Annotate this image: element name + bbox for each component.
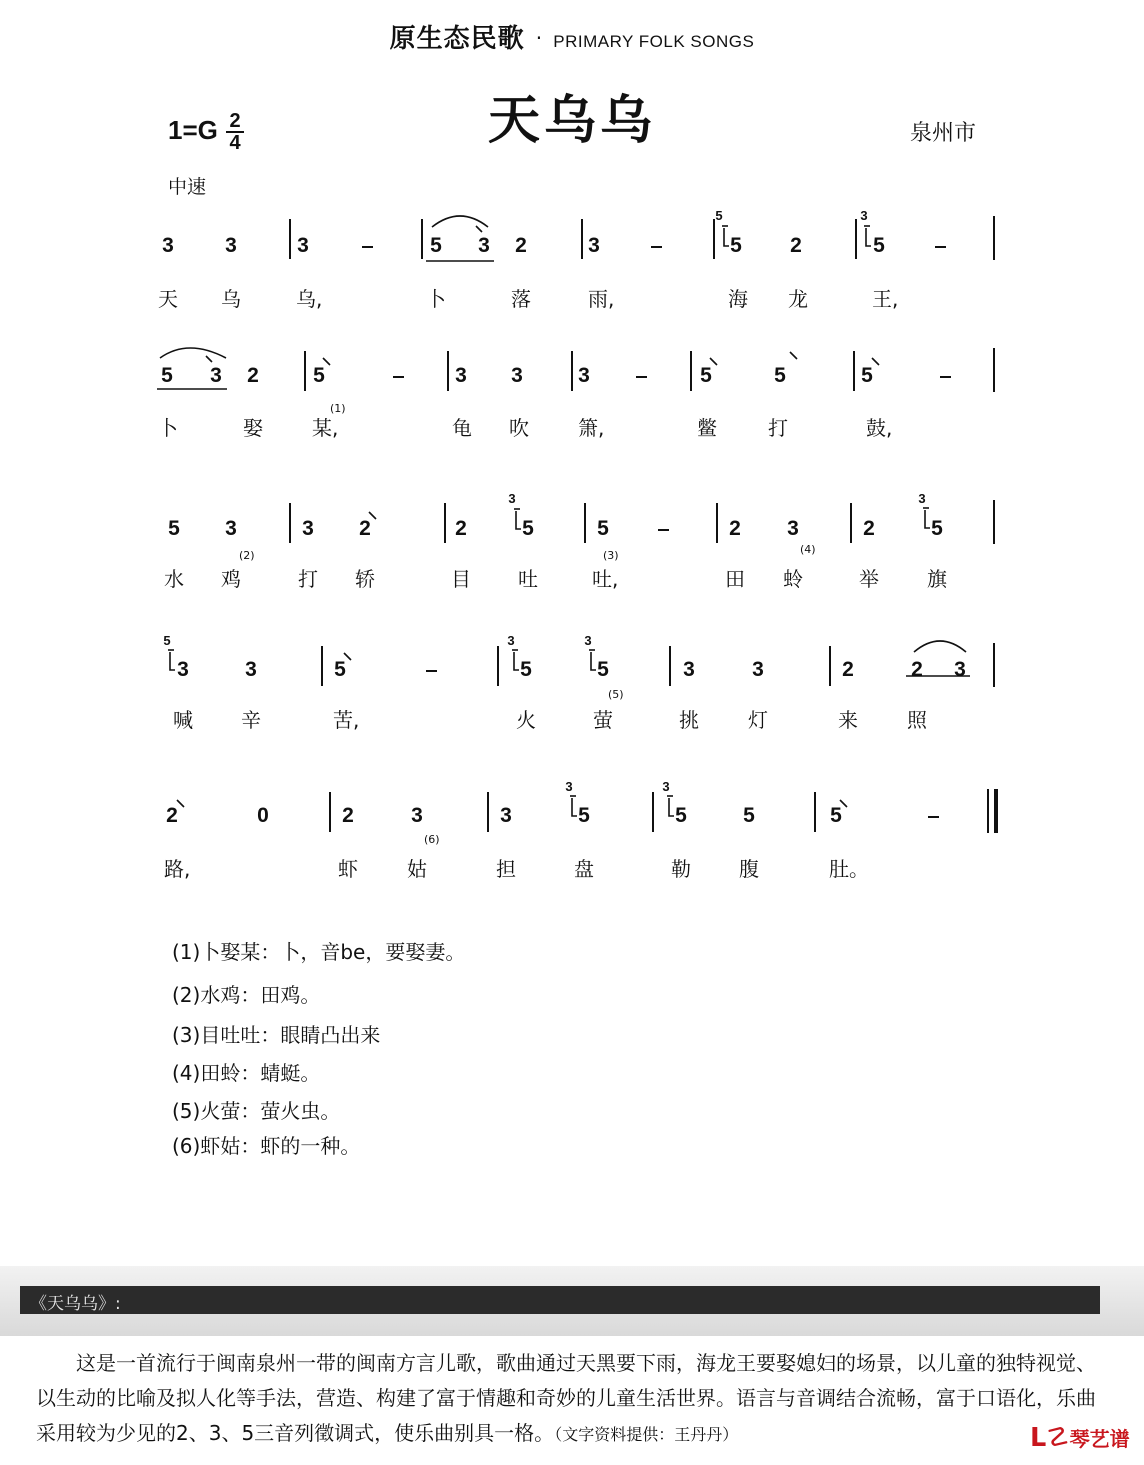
note: 5 (334, 658, 346, 681)
footnote-5: (5)火萤：萤火虫。 (172, 1099, 341, 1123)
note: 2 (729, 517, 741, 540)
note: 5 (597, 517, 609, 540)
note: 0 (257, 804, 269, 827)
lyric: 海 (728, 287, 748, 311)
note: 2 (911, 658, 923, 681)
slur (432, 216, 488, 227)
lyric: 乌, (296, 287, 323, 311)
grace-note: 3 (584, 633, 592, 648)
note: 3 (162, 234, 174, 257)
header-separator: · (535, 26, 543, 50)
note: 3 (455, 364, 467, 387)
ornament-tick (790, 352, 797, 359)
grace-note: 3 (662, 779, 670, 794)
song-region: 泉州市 (910, 121, 977, 146)
logo-text: 琴艺谱 (1069, 1427, 1130, 1451)
note: 3 (500, 804, 512, 827)
ornament-tick (369, 512, 376, 519)
lyric: 娶 (243, 416, 263, 440)
note: 3 (683, 658, 695, 681)
note: 5 (830, 804, 842, 827)
lyric: 勒 (671, 857, 691, 881)
lyric: 田 (725, 567, 745, 591)
footnote-ref: (1) (330, 402, 346, 415)
series-title-cn: 原生态民歌 (389, 24, 525, 54)
lyric: 雨, (588, 287, 615, 311)
note: 2 (863, 517, 875, 540)
lyric: 吐, (592, 567, 619, 591)
time-top: 2 (229, 110, 241, 132)
grace-hook (591, 652, 596, 670)
grace-hook (170, 652, 175, 670)
note: 5 (168, 517, 180, 540)
note: 5 (597, 658, 609, 681)
lyric: 蛉 (783, 567, 803, 591)
slur (160, 348, 226, 358)
site-logo (1030, 1423, 1130, 1453)
footnote-ref: (3) (603, 549, 619, 562)
lyric: 轿 (355, 567, 375, 591)
note: 2 (166, 804, 178, 827)
lyric: 盘 (574, 857, 594, 881)
description-body: 这是一首流行于闽南泉州一带的闽南方言儿歌，歌曲通过天黑要下雨，海龙王要娶媳妇的场景，以儿童的独特视觉、以生动的比喻及拟人化等手法，营造、构建了富于情趣和奇妙的儿童生活世界。语言与音调结合流畅，富于口语化，乐曲采用较为少见的2、3、5三音列徵调式，使乐曲别具一格。 (36, 1351, 1096, 1445)
ornament-tick (710, 358, 717, 365)
grace-hook (925, 510, 930, 528)
lyric: 路, (164, 857, 191, 881)
lyric: 火 (516, 708, 536, 732)
lyric: 水 (164, 567, 184, 591)
song-title: 天乌乌 (487, 91, 656, 151)
lyric: 灯 (748, 708, 768, 732)
footnote-ref: (6) (424, 833, 440, 846)
grace-hook (669, 798, 674, 816)
note: 3 (752, 658, 764, 681)
lyric: 肚。 (829, 857, 869, 881)
note: 5 (578, 804, 590, 827)
note: 5 (861, 364, 873, 387)
note: 5 (873, 234, 885, 257)
note: 5 (430, 234, 442, 257)
note: 3 (225, 234, 237, 257)
footnote-3: (3)目吐吐：眼睛凸出来 (172, 1023, 381, 1047)
series-title-en: PRIMARY FOLK SONGS (553, 32, 755, 51)
description-credit: （文字资料提供：王丹丹） (554, 1425, 739, 1444)
note: 3 (210, 364, 222, 387)
ornament-tick (476, 226, 482, 232)
lyric: 落 (511, 287, 531, 311)
note: 5 (522, 517, 534, 540)
lyric: 目 (451, 567, 471, 591)
grace-hook (866, 228, 871, 246)
note: 2 (790, 234, 802, 257)
footnote-4: (4)田蛉：蜻蜓。 (172, 1061, 321, 1085)
footnote-1: (1)卜娶某：卜，音be，要娶妻。 (172, 940, 466, 964)
lyric: 挑 (679, 708, 699, 732)
note: 3 (411, 804, 423, 827)
lyric: 卜 (158, 416, 178, 440)
grace-hook (516, 511, 521, 529)
lyric: 腹 (739, 857, 759, 881)
note: 3 (245, 658, 257, 681)
lyric: 姑 (407, 857, 427, 881)
ornament-tick (177, 800, 184, 807)
note: 2 (342, 804, 354, 827)
note: 5 (161, 364, 173, 387)
ornament-tick (206, 356, 212, 362)
grace-note: 5 (163, 633, 171, 648)
note: 5 (743, 804, 755, 827)
lyric: 王, (872, 287, 899, 311)
note: 5 (520, 658, 532, 681)
lyric: 打 (298, 567, 318, 591)
lyric: 某, (312, 416, 339, 440)
footnote-ref: (5) (608, 688, 624, 701)
note: 5 (675, 804, 687, 827)
note: 5 (700, 364, 712, 387)
grace-hook (514, 652, 519, 670)
lyric: 乌 (221, 287, 241, 311)
note: 3 (578, 364, 590, 387)
lyric: 鳖 (697, 416, 717, 440)
time-bottom: 4 (229, 132, 241, 154)
lyric: 来 (838, 708, 858, 732)
lyric: 吹 (509, 416, 529, 440)
lyric: 照 (907, 708, 927, 732)
lyric: 虾 (338, 857, 358, 881)
note: 5 (313, 364, 325, 387)
note: 3 (177, 658, 189, 681)
lyric: 天 (158, 287, 178, 311)
grace-note: 3 (508, 491, 516, 506)
slur (914, 641, 966, 652)
note: 2 (515, 234, 527, 257)
lyric: 龙 (788, 287, 808, 311)
note: 3 (787, 517, 799, 540)
description-label: 《天乌乌》: (30, 1294, 121, 1314)
lyric: 萤 (593, 708, 613, 732)
grace-note: 5 (715, 208, 723, 223)
lyric: 吐 (518, 567, 538, 591)
ornament-tick (323, 358, 330, 365)
note: 5 (931, 517, 943, 540)
description-header-bar (20, 1286, 1100, 1314)
ornament-tick (872, 358, 879, 365)
note: 3 (954, 658, 966, 681)
footnote-ref: (4) (800, 543, 816, 556)
lyric: 举 (859, 567, 879, 591)
grace-hook (572, 798, 577, 816)
note: 3 (478, 234, 490, 257)
note: 5 (730, 234, 742, 257)
grace-note: 3 (507, 633, 515, 648)
lyric: 辛 (241, 708, 261, 732)
footnote-2: (2)水鸡：田鸡。 (172, 983, 321, 1007)
grace-note: 3 (918, 491, 926, 506)
footnote-ref: (2) (239, 549, 255, 562)
note: 3 (297, 234, 309, 257)
grace-hook (724, 228, 729, 246)
note: 2 (455, 517, 467, 540)
lyric: 卜 (426, 287, 446, 311)
lyric: 旗 (927, 567, 947, 591)
note: 2 (247, 364, 259, 387)
grace-note: 3 (565, 779, 573, 794)
ornament-tick (344, 653, 351, 660)
lyric: 打 (768, 416, 788, 440)
note: 3 (302, 517, 314, 540)
lyric: 喊 (173, 708, 193, 732)
lyric: 苦, (333, 708, 360, 732)
note: 3 (511, 364, 523, 387)
ornament-tick (840, 800, 847, 807)
note: 3 (225, 517, 237, 540)
note: 5 (774, 364, 786, 387)
footnote-6: (6)虾姑：虾的一种。 (172, 1134, 361, 1158)
lyric: 箫, (578, 416, 605, 440)
lyric: 鼓, (866, 416, 893, 440)
lyric: 鸡 (221, 567, 241, 591)
key-signature: 1=G (168, 115, 218, 145)
description-text (36, 1346, 1112, 1452)
lyric: 龟 (452, 416, 472, 440)
tempo-marking: 中速 (168, 176, 207, 198)
note: 2 (359, 517, 371, 540)
lyric: 担 (496, 857, 516, 881)
grace-note: 3 (860, 208, 868, 223)
logo-mark-icon: ᒪ☡ (1030, 1423, 1070, 1453)
note: 3 (588, 234, 600, 257)
note: 2 (842, 658, 854, 681)
